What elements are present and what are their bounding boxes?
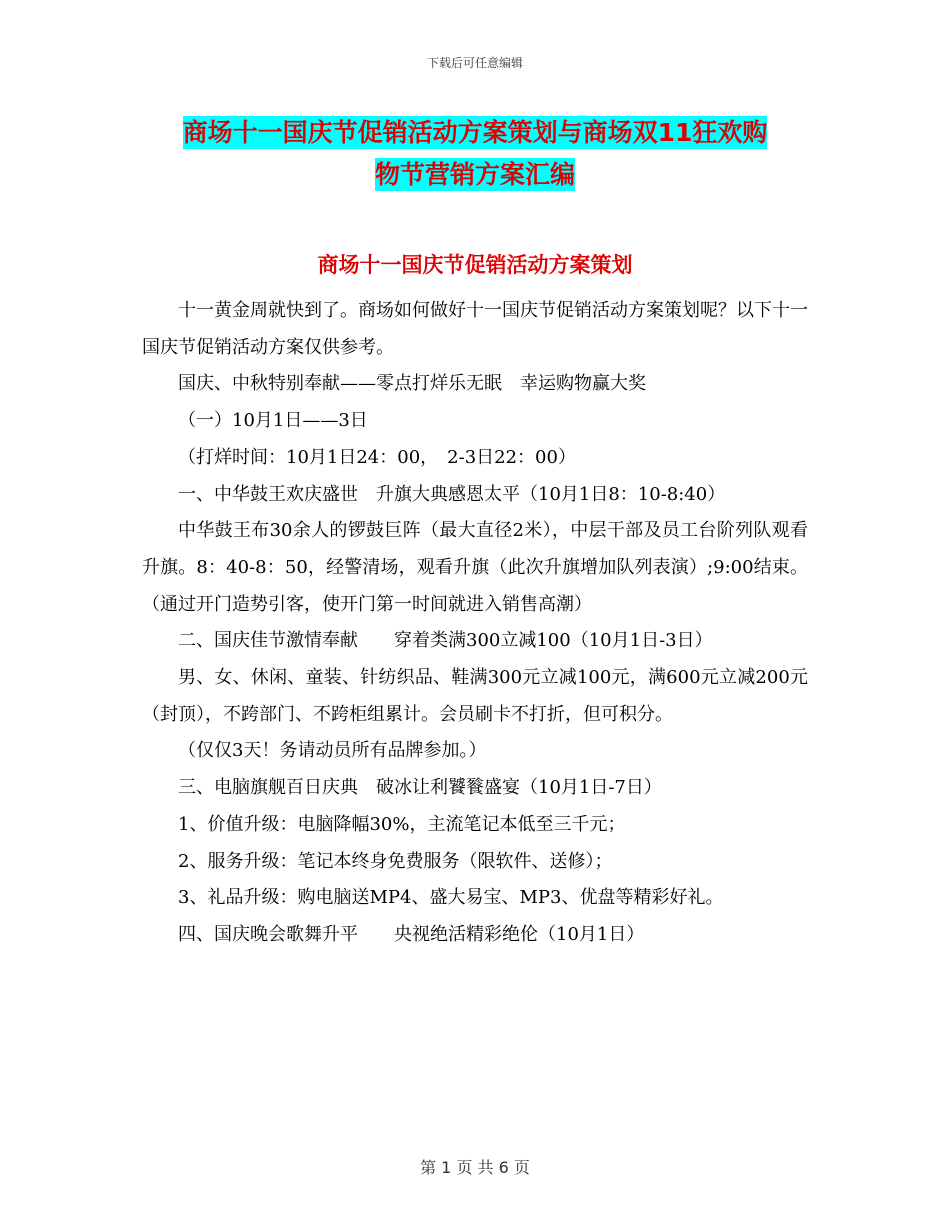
paragraph: 国庆、中秋特别奉献——零点打烊乐无眠 幸运购物赢大奖	[178, 373, 646, 395]
document-title-line-1	[0, 113, 950, 149]
page-header-note: 下载后可任意编辑	[426, 56, 523, 70]
paragraph: 1、价值升级：电脑降幅30%，主流笔记本低至三千元；	[178, 813, 626, 835]
paragraph: 四、国庆晚会歌舞升平 央视绝活精彩绝伦（10月1日）	[178, 923, 645, 945]
title-highlight-2: 物节营销方案汇编	[374, 160, 575, 189]
paragraph: （打烊时间：10月1日24：00， 2-3日22：00）	[178, 446, 576, 468]
paragraph: 十一黄金周就快到了。商场如何做好十一国庆节促销活动方案策划呢？以下十一国庆节促销活动方案仅供参考。	[142, 300, 808, 358]
paragraph: （一）10月1日——3日	[178, 410, 368, 432]
paragraph: 中华鼓王布30余人的锣鼓巨阵（最大直径2米），中层干部及员工台阶列队观看升旗。8：40-8：50，经警清场，观看升旗（此次升旗增加队列表演）;9:00结束。（通过开门造势引客，使开门第一时间就进入销售高潮）	[142, 520, 808, 615]
paragraph: 三、电脑旗舰百日庆典 破冰让利饕餮盛宴（10月1日-7日）	[178, 777, 662, 799]
paragraph: 男、女、休闲、童装、针纺织品、鞋满300元立减100元，满600元立减200元（封顶），不跨部门、不跨柜组累计。会员刷卡不打折，但可积分。	[142, 667, 808, 725]
document-title-line-2	[0, 155, 950, 191]
paragraph: 2、服务升级：笔记本终身免费服务（限软件、送修）；	[178, 850, 613, 872]
document-body	[142, 293, 808, 954]
section-title: 商场十一国庆节促销活动方案策划	[317, 253, 633, 277]
paragraph: （仅仅3天！务请动员所有品牌参加。）	[178, 740, 487, 762]
paragraph: 3、礼品升级：购电脑送MP4、盛大易宝、MP3、优盘等精彩好礼。	[178, 887, 724, 909]
paragraph: 一、中华鼓王欢庆盛世 升旗大典感恩太平（10月1日8：10-8:40）	[178, 483, 726, 505]
page-number: 第 1 页 共 6 页	[420, 1158, 530, 1177]
title-highlight-1: 商场十一国庆节促销活动方案策划与商场双11狂欢购	[182, 118, 768, 147]
paragraph: 二、国庆佳节激情奉献 穿着类满300立减100（10月1日-3日）	[178, 630, 713, 652]
